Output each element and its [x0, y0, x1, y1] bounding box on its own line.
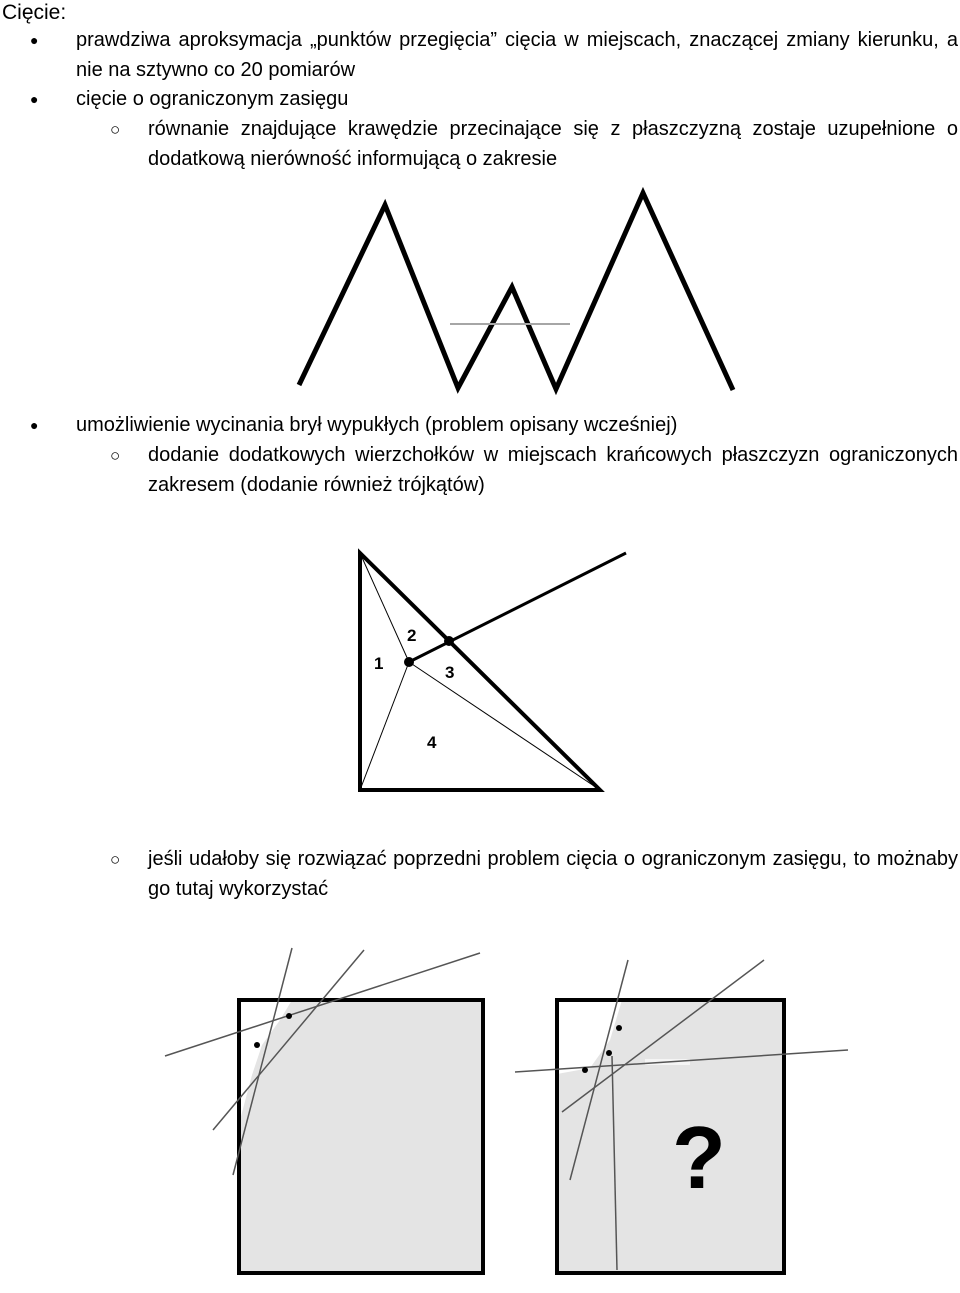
circle-bullet-icon: ○	[110, 120, 121, 139]
list-item-text: umożliwienie wycinania brył wypukłych (problem opisany wcześniej)	[76, 414, 678, 436]
vertex-dot	[286, 1013, 292, 1019]
vertex-dot	[444, 636, 454, 646]
split-line	[360, 662, 409, 790]
right-square-fill	[557, 1000, 784, 1273]
question-mark: ?	[672, 1108, 726, 1207]
list-item-text: dodanie dodatkowych wierzchołków w miejscach krańcowych płaszczyzn ograniczonych zakresem (dodanie również trójkątów)	[148, 444, 958, 496]
triangle-figure	[340, 540, 640, 800]
list-item	[30, 411, 958, 441]
bullet-icon: ●	[30, 91, 39, 107]
list-item-text: równanie znajdujące krawędzie przecinające się z płaszczyzną zostaje uzupełnione o dodatkową nierówność informującą o zakresie	[148, 118, 958, 170]
list-item-text: prawdziwa aproksymacja „punktów przegięcia” cięcia w miejscach, znaczącej zmiany kierunku, a nie na sztywno co 20 pomiarów	[76, 29, 958, 81]
region-label: 4	[427, 733, 437, 752]
vertex-dot	[616, 1025, 622, 1031]
vertex-dot	[582, 1067, 588, 1073]
cut-line	[409, 553, 626, 662]
bullet-icon: ●	[30, 417, 39, 433]
list-item-text: cięcie o ograniczonym zasięgu	[76, 88, 349, 110]
region-label: 1	[374, 654, 384, 673]
region-label: 3	[445, 663, 455, 682]
split-line	[409, 662, 600, 790]
squares-figure	[160, 940, 860, 1280]
triangle-outline	[360, 553, 600, 790]
list-item	[30, 26, 958, 85]
left-square-fill	[239, 1000, 483, 1273]
list-item	[110, 845, 958, 904]
circle-bullet-icon: ○	[110, 446, 121, 465]
list-item	[110, 441, 958, 500]
zigzag-line	[299, 193, 733, 390]
zigzag-cut-figure	[0, 180, 960, 400]
page-title: Cięcie:	[2, 1, 67, 24]
list-item	[30, 85, 958, 115]
vertex-dot	[606, 1050, 612, 1056]
vertex-dot	[404, 657, 414, 667]
circle-bullet-icon: ○	[110, 850, 121, 869]
list-item	[110, 115, 958, 174]
bullet-icon: ●	[30, 32, 39, 48]
list-item-text: jeśli udałoby się rozwiązać poprzedni problem cięcia o ograniczonym zasięgu, to możnaby go tutaj wykorzystać	[148, 848, 958, 900]
vertex-dot	[254, 1042, 260, 1048]
split-line	[360, 553, 409, 662]
region-label: 2	[407, 626, 417, 645]
